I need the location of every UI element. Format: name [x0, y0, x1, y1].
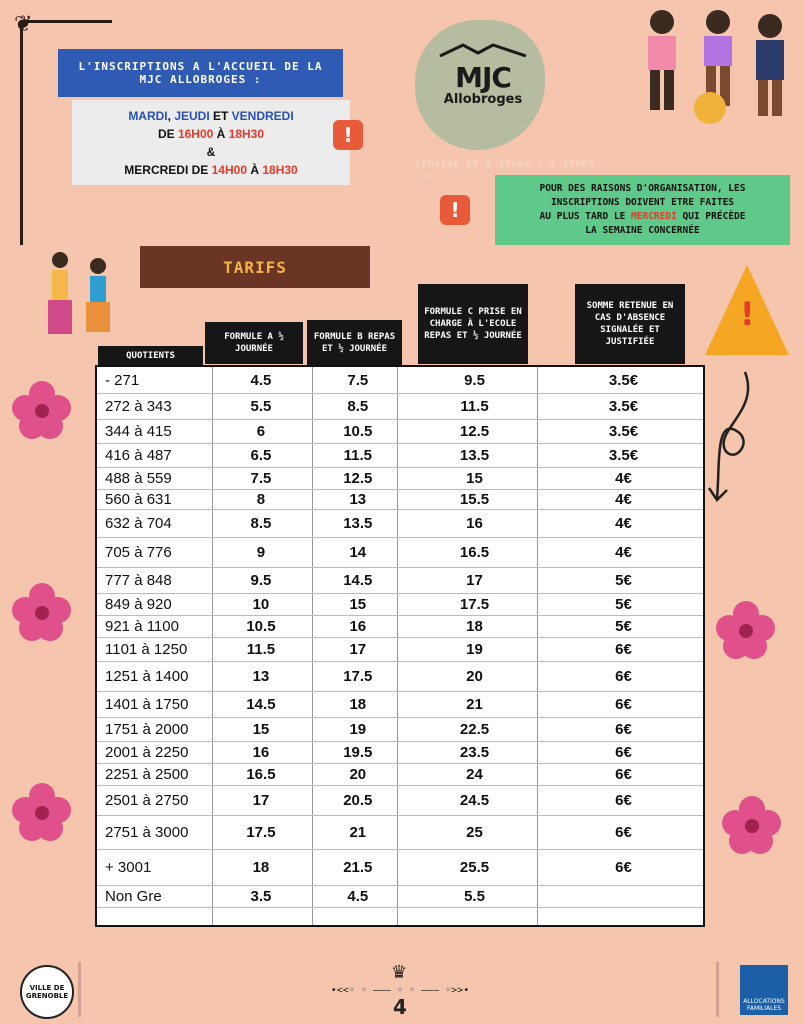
note-text: QUI PRÉCÈDE: [676, 211, 746, 222]
quotient-cell: 344 à 415: [105, 422, 172, 440]
table-row: [97, 885, 703, 908]
crown-ornament-icon: ♛: [391, 962, 408, 983]
quotient-cell: 560 à 631: [105, 490, 172, 508]
ampersand: &: [206, 144, 216, 159]
price-cell: 3.5€: [608, 371, 639, 389]
price-cell: 18: [252, 858, 270, 876]
caf-logo: [740, 965, 788, 1015]
hours-line: [72, 161, 350, 179]
dancers-illustration: [30, 248, 130, 336]
price-cell: 6€: [615, 823, 632, 841]
price-cell: 12.5: [459, 422, 490, 440]
table-row: [97, 815, 703, 850]
hours-text: 18H30: [262, 162, 298, 177]
price-cell: 17.5: [459, 595, 490, 613]
price-cell: 10.5: [343, 422, 373, 440]
price-cell: 17: [349, 640, 367, 658]
price-cell: 13.5: [459, 446, 490, 464]
quotient-cell: 1101 à 1250: [105, 640, 188, 658]
price-cell: 5€: [615, 595, 632, 613]
flower-icon: [12, 782, 72, 842]
quotient-cell: 632 à 704: [105, 514, 172, 532]
quotient-cell: - 271: [105, 371, 140, 389]
price-cell: 16.5: [246, 765, 276, 783]
note-line: LA SEMAINE CONCERNÉE: [585, 225, 700, 236]
note-line: POUR DES RAISONS D'ORGANISATION, LES: [539, 183, 746, 194]
hours-text: À: [213, 126, 229, 141]
table-row: [97, 691, 703, 718]
tarif-table: [95, 365, 705, 927]
table-row: [97, 367, 703, 394]
price-cell: 20: [466, 667, 483, 685]
faded-text: SEMAINE DE 5 JOURS : 3 JOURS ...: [415, 160, 595, 180]
table-row: [97, 849, 703, 886]
footer-divider: [716, 962, 719, 1017]
price-cell: 3.5€: [608, 397, 639, 415]
table-row: [97, 661, 703, 692]
table-row: [97, 615, 703, 638]
flower-icon: [716, 600, 776, 660]
table-row: [97, 443, 703, 468]
price-cell: 25: [466, 823, 483, 841]
ville-grenoble-logo: VILLE DE GRENOBLE: [20, 965, 74, 1019]
price-cell: 8.5: [250, 514, 272, 532]
price-cell: 6€: [615, 695, 632, 713]
price-cell: 15: [466, 469, 483, 487]
price-cell: 13: [349, 490, 367, 508]
footer-divider: [78, 962, 81, 1017]
logo-subtitle: Allobroges: [443, 92, 523, 107]
price-cell: 5€: [615, 571, 632, 589]
price-cell: 19: [466, 640, 483, 658]
price-cell: 4€: [615, 514, 632, 532]
price-cell: 3.5: [250, 887, 272, 905]
quotient-cell: 849 à 920: [105, 595, 172, 613]
price-cell: 12.5: [343, 469, 373, 487]
table-row: [97, 419, 703, 444]
price-cell: 6€: [615, 640, 632, 658]
separator-text: ET: [209, 108, 232, 123]
header-formule-b: FORMULE B REPAS ET ½ JOURNÉE: [307, 320, 402, 366]
price-cell: 6€: [615, 791, 632, 809]
hours-line: [72, 125, 350, 143]
price-cell: 17: [252, 791, 270, 809]
table-row: [97, 593, 703, 616]
price-cell: 14.5: [343, 571, 373, 589]
header-formule-c: FORMULE C PRISE EN CHARGE À L'ECOLE REPAS ET ½ JOURNÉE: [418, 284, 528, 364]
quotient-cell: 2501 à 2750: [105, 791, 189, 809]
price-cell: 21: [349, 823, 367, 841]
price-cell: 11.5: [246, 640, 276, 658]
header-somme-retenue: SOMME RETENUE EN CAS D'ABSENCE SIGNALÉE ET JUSTIFIÉE: [575, 284, 685, 364]
price-cell: 3.5€: [608, 446, 639, 464]
price-cell: 5€: [615, 617, 632, 635]
day-text: MARDI: [128, 108, 168, 123]
alert-icon: !: [333, 120, 363, 150]
price-cell: 16: [252, 743, 270, 761]
price-cell: 17: [466, 571, 483, 589]
price-cell: 21: [466, 695, 483, 713]
price-cell: 3.5€: [608, 422, 639, 440]
ornament-frame-vertical: [20, 20, 23, 245]
price-cell: 22.5: [459, 720, 490, 738]
hours-text: MERCREDI DE: [124, 162, 212, 177]
footer-ornament: •<<◦ ◦ ——— ◦ ◦ ——— ◦>>•: [330, 985, 470, 996]
logo-word: MJC: [455, 61, 511, 94]
arrow-curl-icon: [705, 370, 765, 505]
price-cell: 14: [349, 543, 367, 561]
price-cell: 5.5: [250, 397, 272, 415]
quotient-cell: 921 à 1100: [105, 617, 179, 635]
price-cell: 23.5: [459, 743, 490, 761]
warning-exclamation: !: [740, 295, 755, 333]
quotient-cell: + 3001: [105, 858, 152, 876]
kids-illustration: [630, 8, 795, 128]
price-cell: 19.5: [343, 743, 373, 761]
price-cell: 11.5: [343, 446, 372, 464]
quotient-cell: 2751 à 3000: [105, 823, 189, 841]
quotient-cell: Non Gre: [105, 887, 162, 905]
price-cell: 16.5: [459, 543, 490, 561]
separator-text: ,: [167, 108, 175, 123]
hours-text: 16H00: [177, 126, 214, 141]
price-cell: 18: [466, 617, 483, 635]
note-line: INSCRIPTIONS DOIVENT ETRE FAITES: [550, 197, 735, 208]
price-cell: 21.5: [343, 858, 373, 876]
flower-icon: [722, 795, 782, 855]
quotient-cell: 1251 à 1400: [105, 667, 189, 685]
alert-icon: !: [440, 195, 470, 225]
table-row: [97, 763, 703, 786]
price-cell: 25.5: [459, 858, 490, 876]
quotient-cell: 488 à 559: [105, 469, 172, 487]
table-row: [97, 509, 703, 538]
price-cell: 18: [349, 695, 367, 713]
table-row: [97, 785, 703, 816]
ornament-swirl-icon: ❦: [14, 12, 33, 37]
quotient-cell: 1401 à 1750: [105, 695, 189, 713]
price-cell: 16: [349, 617, 367, 635]
table-row: [97, 567, 703, 594]
quotient-cell: 777 à 848: [105, 571, 172, 589]
header-quotients: QUOTIENTS: [98, 346, 203, 366]
price-cell: 4€: [615, 543, 632, 561]
price-cell: 9.5: [464, 371, 485, 389]
ornament-frame-horizontal: [20, 20, 112, 23]
price-cell: 4€: [615, 490, 632, 508]
price-cell: 14.5: [246, 695, 276, 713]
price-cell: 11.5: [460, 397, 489, 415]
price-cell: 6€: [615, 667, 632, 685]
page-number: 4: [393, 995, 407, 1019]
registration-title: [58, 49, 343, 97]
note-text: AU PLUS TARD LE: [539, 211, 632, 222]
price-cell: 9: [256, 543, 266, 561]
price-cell: 10.5: [246, 617, 276, 635]
price-cell: 17.5: [343, 667, 373, 685]
price-cell: 10: [252, 595, 270, 613]
hours-text: 18H30: [228, 126, 265, 141]
price-cell: 6€: [615, 743, 632, 761]
price-cell: 20.5: [343, 791, 373, 809]
price-cell: 15: [349, 595, 367, 613]
price-cell: 15.5: [459, 490, 490, 508]
price-cell: 6: [256, 422, 266, 440]
quotient-cell: 705 à 776: [105, 543, 172, 561]
title-line: MJC ALLOBROGES :: [139, 73, 262, 86]
price-cell: 15: [252, 720, 270, 738]
hours-text: DE: [157, 126, 178, 141]
price-cell: 4€: [615, 469, 632, 487]
price-cell: 13: [252, 667, 270, 685]
flower-icon: [12, 380, 72, 440]
note-line: [495, 210, 790, 224]
table-row: [97, 467, 703, 490]
caf-text: ALLOCATIONS FAMILIALES: [743, 998, 785, 1012]
table-row: [97, 637, 703, 662]
price-cell: 8.5: [347, 397, 369, 415]
price-cell: 5.5: [464, 887, 485, 905]
hours-text: 14H00: [211, 162, 247, 177]
day-text: VENDREDI: [231, 108, 294, 123]
table-row: [97, 537, 703, 568]
price-cell: 6€: [615, 720, 632, 738]
table-row: [97, 489, 703, 510]
quotient-cell: 1751 à 2000: [105, 720, 189, 738]
price-cell: 7.5: [250, 469, 272, 487]
table-row: [97, 741, 703, 764]
price-cell: 20: [349, 765, 367, 783]
day-text: JEUDI: [174, 108, 210, 123]
price-cell: 24: [466, 765, 483, 783]
price-cell: 7.5: [347, 371, 369, 389]
price-cell: 24.5: [459, 791, 490, 809]
hours-text: À: [247, 162, 263, 177]
price-cell: 4.5: [347, 887, 369, 905]
header-formule-a: FORMULE A ½ JOURNÉE: [205, 322, 303, 364]
registration-hours: [72, 100, 350, 185]
mjc-logo: [438, 42, 528, 122]
title-line: L'INSCRIPTIONS A L'ACCUEIL DE LA: [78, 60, 323, 73]
flower-icon: [12, 582, 72, 642]
quotient-cell: 2001 à 2250: [105, 743, 189, 761]
table-row: [97, 717, 703, 742]
price-cell: 6€: [615, 765, 632, 783]
mountain-icon: [438, 43, 528, 57]
price-cell: 6.5: [250, 446, 272, 464]
quotient-cell: 272 à 343: [105, 397, 172, 415]
quotient-cell: 416 à 487: [105, 446, 172, 464]
price-cell: 19: [349, 720, 367, 738]
price-cell: 4.5: [250, 371, 272, 389]
price-cell: 17.5: [246, 823, 276, 841]
table-row: [97, 393, 703, 420]
price-cell: 13.5: [343, 514, 373, 532]
hours-line: [72, 107, 350, 125]
price-cell: 8: [256, 490, 266, 508]
note-text: MERCREDI: [631, 211, 677, 222]
tarifs-banner: TARIFS: [140, 246, 370, 288]
registration-deadline-note: [495, 175, 790, 245]
price-cell: 16: [466, 514, 483, 532]
quotient-cell: 2251 à 2500: [105, 765, 189, 783]
price-cell: 9.5: [250, 571, 272, 589]
price-cell: 6€: [615, 858, 632, 876]
